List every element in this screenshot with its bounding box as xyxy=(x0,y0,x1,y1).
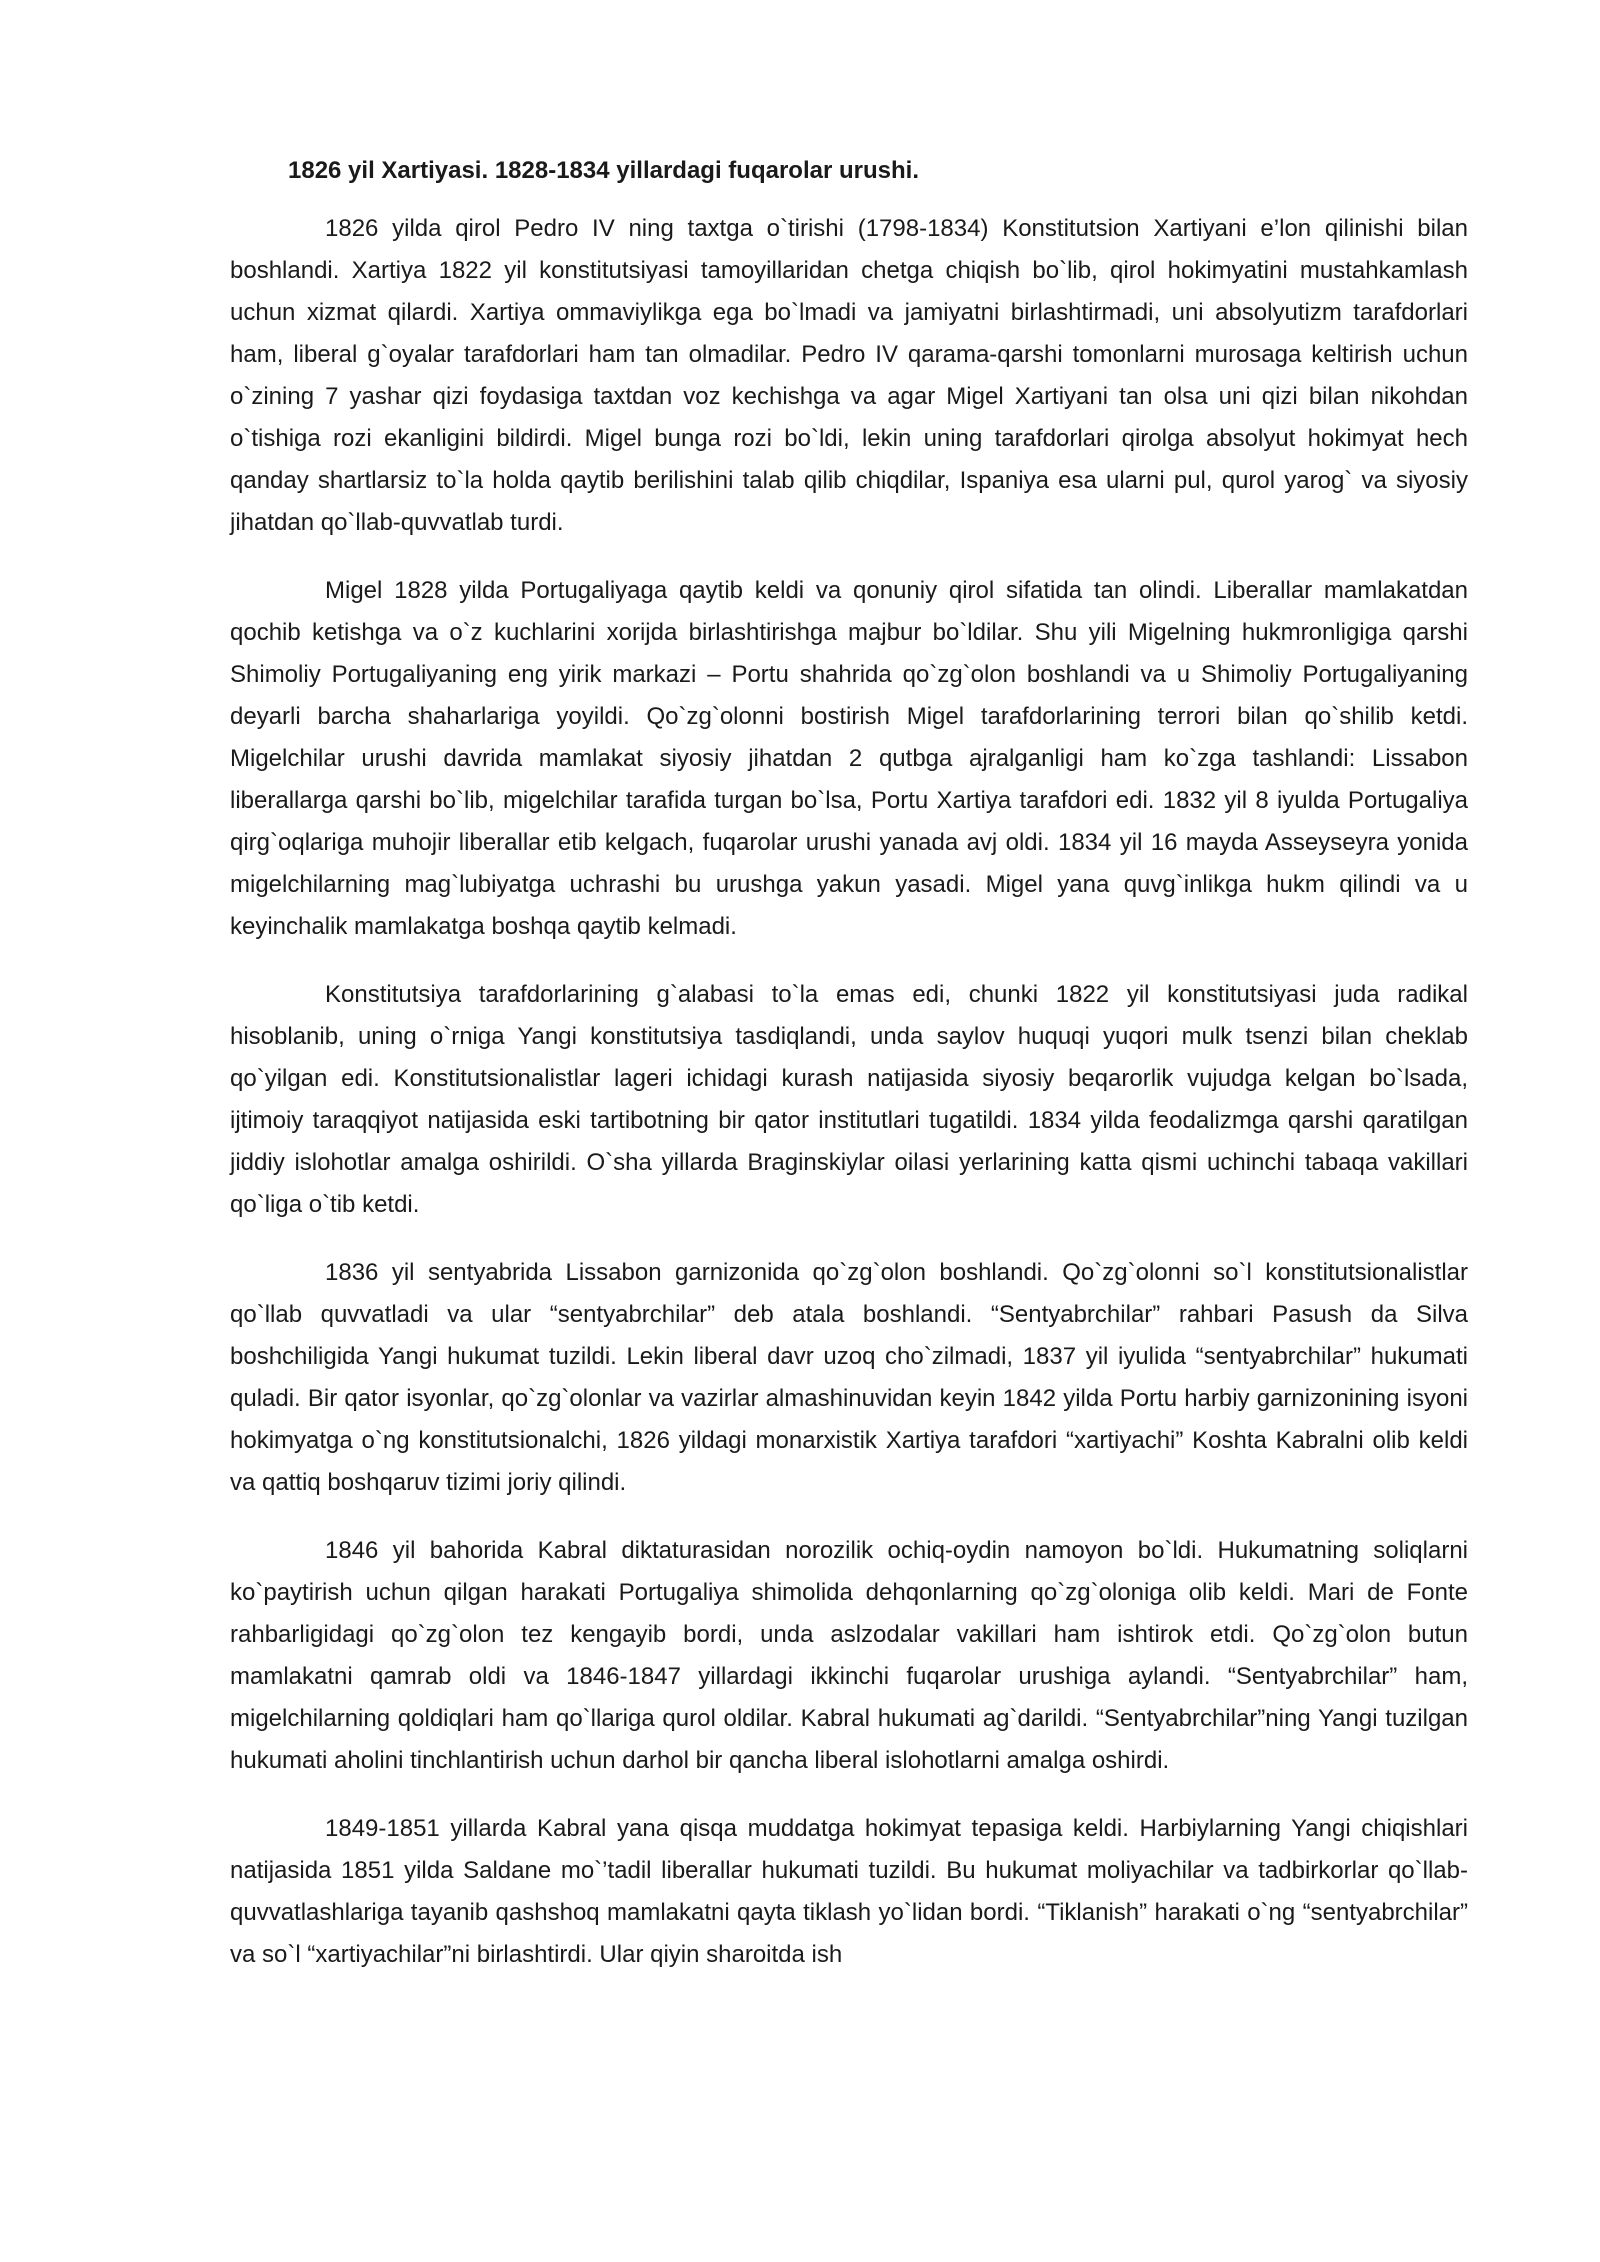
document-title: 1826 yil Xartiyasi. 1828-1834 yillardagi fuqarolar urushi. xyxy=(288,157,919,184)
paragraph-6: 1849-1851 yillarda Kabral yana qisqa muddatga hokimyat tepasiga keldi. Harbiylarning Yangi chiqishlari natijasida 1851 yilda Saldane mo`’tadil liberallar hukumati tuzildi. Bu hukumat moliyachilar va tadbirkorlar qo`llab-quvvatlashlariga tayanib qashshoq mamlakatni qayta tiklash yo`lidan bordi. “Tiklanish” harakati o`ng “sentyabrchilar” va so`l “xartiyachilar”ni birlashtirdi. Ular qiyin sharoitda ish xyxy=(230,1815,1468,1968)
paragraph-1: 1826 yilda qirol Pedro IV ning taxtga o`tirishi (1798-1834) Konstitutsion Xartiyani e’lon qilinishi bilan boshlandi. Xartiya 1822 yil konstitutsiyasi tamoyillaridan chetga chiqish bo`lib, qirol hokimyatini mustahkamlash uchun xizmat qilardi. Xartiya ommaviylikga ega bo`lmadi va jamiyatni birlashtirmadi, uni absolyutizm tarafdorlari ham, liberal g`oyalar tarafdorlari ham tan olmadilar. Pedro IV qarama-qarshi tomonlarni murosaga keltirish uchun o`zining 7 yashar qizi foydasiga taxtdan voz kechishga va agar Migel Xartiyani tan olsa uni qizi bilan nikohdan o`tishiga rozi ekanligini bildirdi. Migel bunga rozi bo`ldi, lekin uning tarafdorlari qirolga absolyut hokimyat hech qanday shartlarsiz to`la holda qaytib berilishini talab qilib chiqdilar, Ispaniya esa ularni pul, qurol yarog` va siyosiy jihatdan qo`llab-quvvatlab turdi. xyxy=(230,215,1468,536)
paragraph-5: 1846 yil bahorida Kabral diktaturasidan norozilik ochiq-oydin namoyon bo`ldi. Hukumatning soliqlarni ko`paytirish uchun qilgan harakati Portugaliya shimolida dehqonlarning qo`zg`oloniga olib keldi. Mari de Fonte rahbarligidagi qo`zg`olon tez kengayib bordi, unda aslzodalar vakillari ham ishtirok etdi. Qo`zg`olon butun mamlakatni qamrab oldi va 1846-1847 yillardagi ikkinchi fuqarolar urushiga aylandi. “Sentyabrchilar” ham, migelchilarning qoldiqlari ham qo`llariga qurol oldilar. Kabral hukumati ag`darildi. “Sentyabrchilar”ning Yangi tuzilgan hukumati aholini tinchlantirish uchun darhol bir qancha liberal islohotlarni amalga oshirdi. xyxy=(230,1537,1468,1774)
paragraph-2: Migel 1828 yilda Portugaliyaga qaytib keldi va qonuniy qirol sifatida tan olindi. Liberallar mamlakatdan qochib ketishga va o`z kuchlarini xorijda birlashtirishga majbur bo`ldilar. Shu yili Migelning hukmronligiga qarshi Shimoliy Portugaliyaning eng yirik markazi – Portu shahrida qo`zg`olon boshlandi va u Shimoliy Portugaliyaning deyarli barcha shaharlariga yoyildi. Qo`zg`olonni bostirish Migel tarafdorlarining terrori bilan qo`shilib ketdi. Migelchilar urushi davrida mamlakat siyosiy jihatdan 2 qutbga ajralganligi ham ko`zga tashlandi: Lissabon liberallarga qarshi bo`lib, migelchilar tarafida turgan bo`lsa, Portu Xartiya tarafdori edi. 1832 yil 8 iyulda Portugaliya qirg`oqlariga muhojir liberallar etib kelgach, fuqarolar urushi yanada avj oldi. 1834 yil 16 mayda Asseyseyra yonida migelchilarning mag`lubiyatga uchrashi bu urushga yakun yasadi. Migel yana quvg`inlikga hukm qilindi va u keyinchalik mamlakatga boshqa qaytib kelmadi. xyxy=(230,577,1468,940)
paragraph-4: 1836 yil sentyabrida Lissabon garnizonida qo`zg`olon boshlandi. Qo`zg`olonni so`l konstitutsionalistlar qo`llab quvvatladi va ular “sentyabrchilar” deb atala boshlandi. “Sentyabrchilar” rahbari Pasush da Silva boshchiligida Yangi hukumat tuzildi. Lekin liberal davr uzoq cho`zilmadi, 1837 yil iyulida “sentyabrchilar” hukumati quladi. Bir qator isyonlar, qo`zg`olonlar va vazirlar almashinuvidan keyin 1842 yilda Portu harbiy garnizonining isyoni hokimyatga o`ng konstitutsionalchi, 1826 yildagi monarxistik Xartiya tarafdori “xartiyachi” Koshta Kabralni olib keldi va qattiq boshqaruv tizimi joriy qilindi. xyxy=(230,1259,1468,1496)
paragraph-3: Konstitutsiya tarafdorlarining g`alabasi to`la emas edi, chunki 1822 yil konstitutsiyasi juda radikal hisoblanib, uning o`rniga Yangi konstitutsiya tasdiqlandi, unda saylov huquqi yuqori mulk tsenzi bilan cheklab qo`yilgan edi. Konstitutsionalistlar lageri ichidagi kurash natijasida siyosiy beqarorlik vujudga kelgan bo`lsada, ijtimoiy taraqqiyot natijasida eski tartibotning bir qator institutlari tugatildi. 1834 yilda feodalizmga qarshi qaratilgan jiddiy islohotlar amalga oshirildi. O`sha yillarda Braginskiylar oilasi yerlarining katta qismi uchinchi tabaqa vakillari qo`liga o`tib ketdi. xyxy=(230,981,1468,1218)
